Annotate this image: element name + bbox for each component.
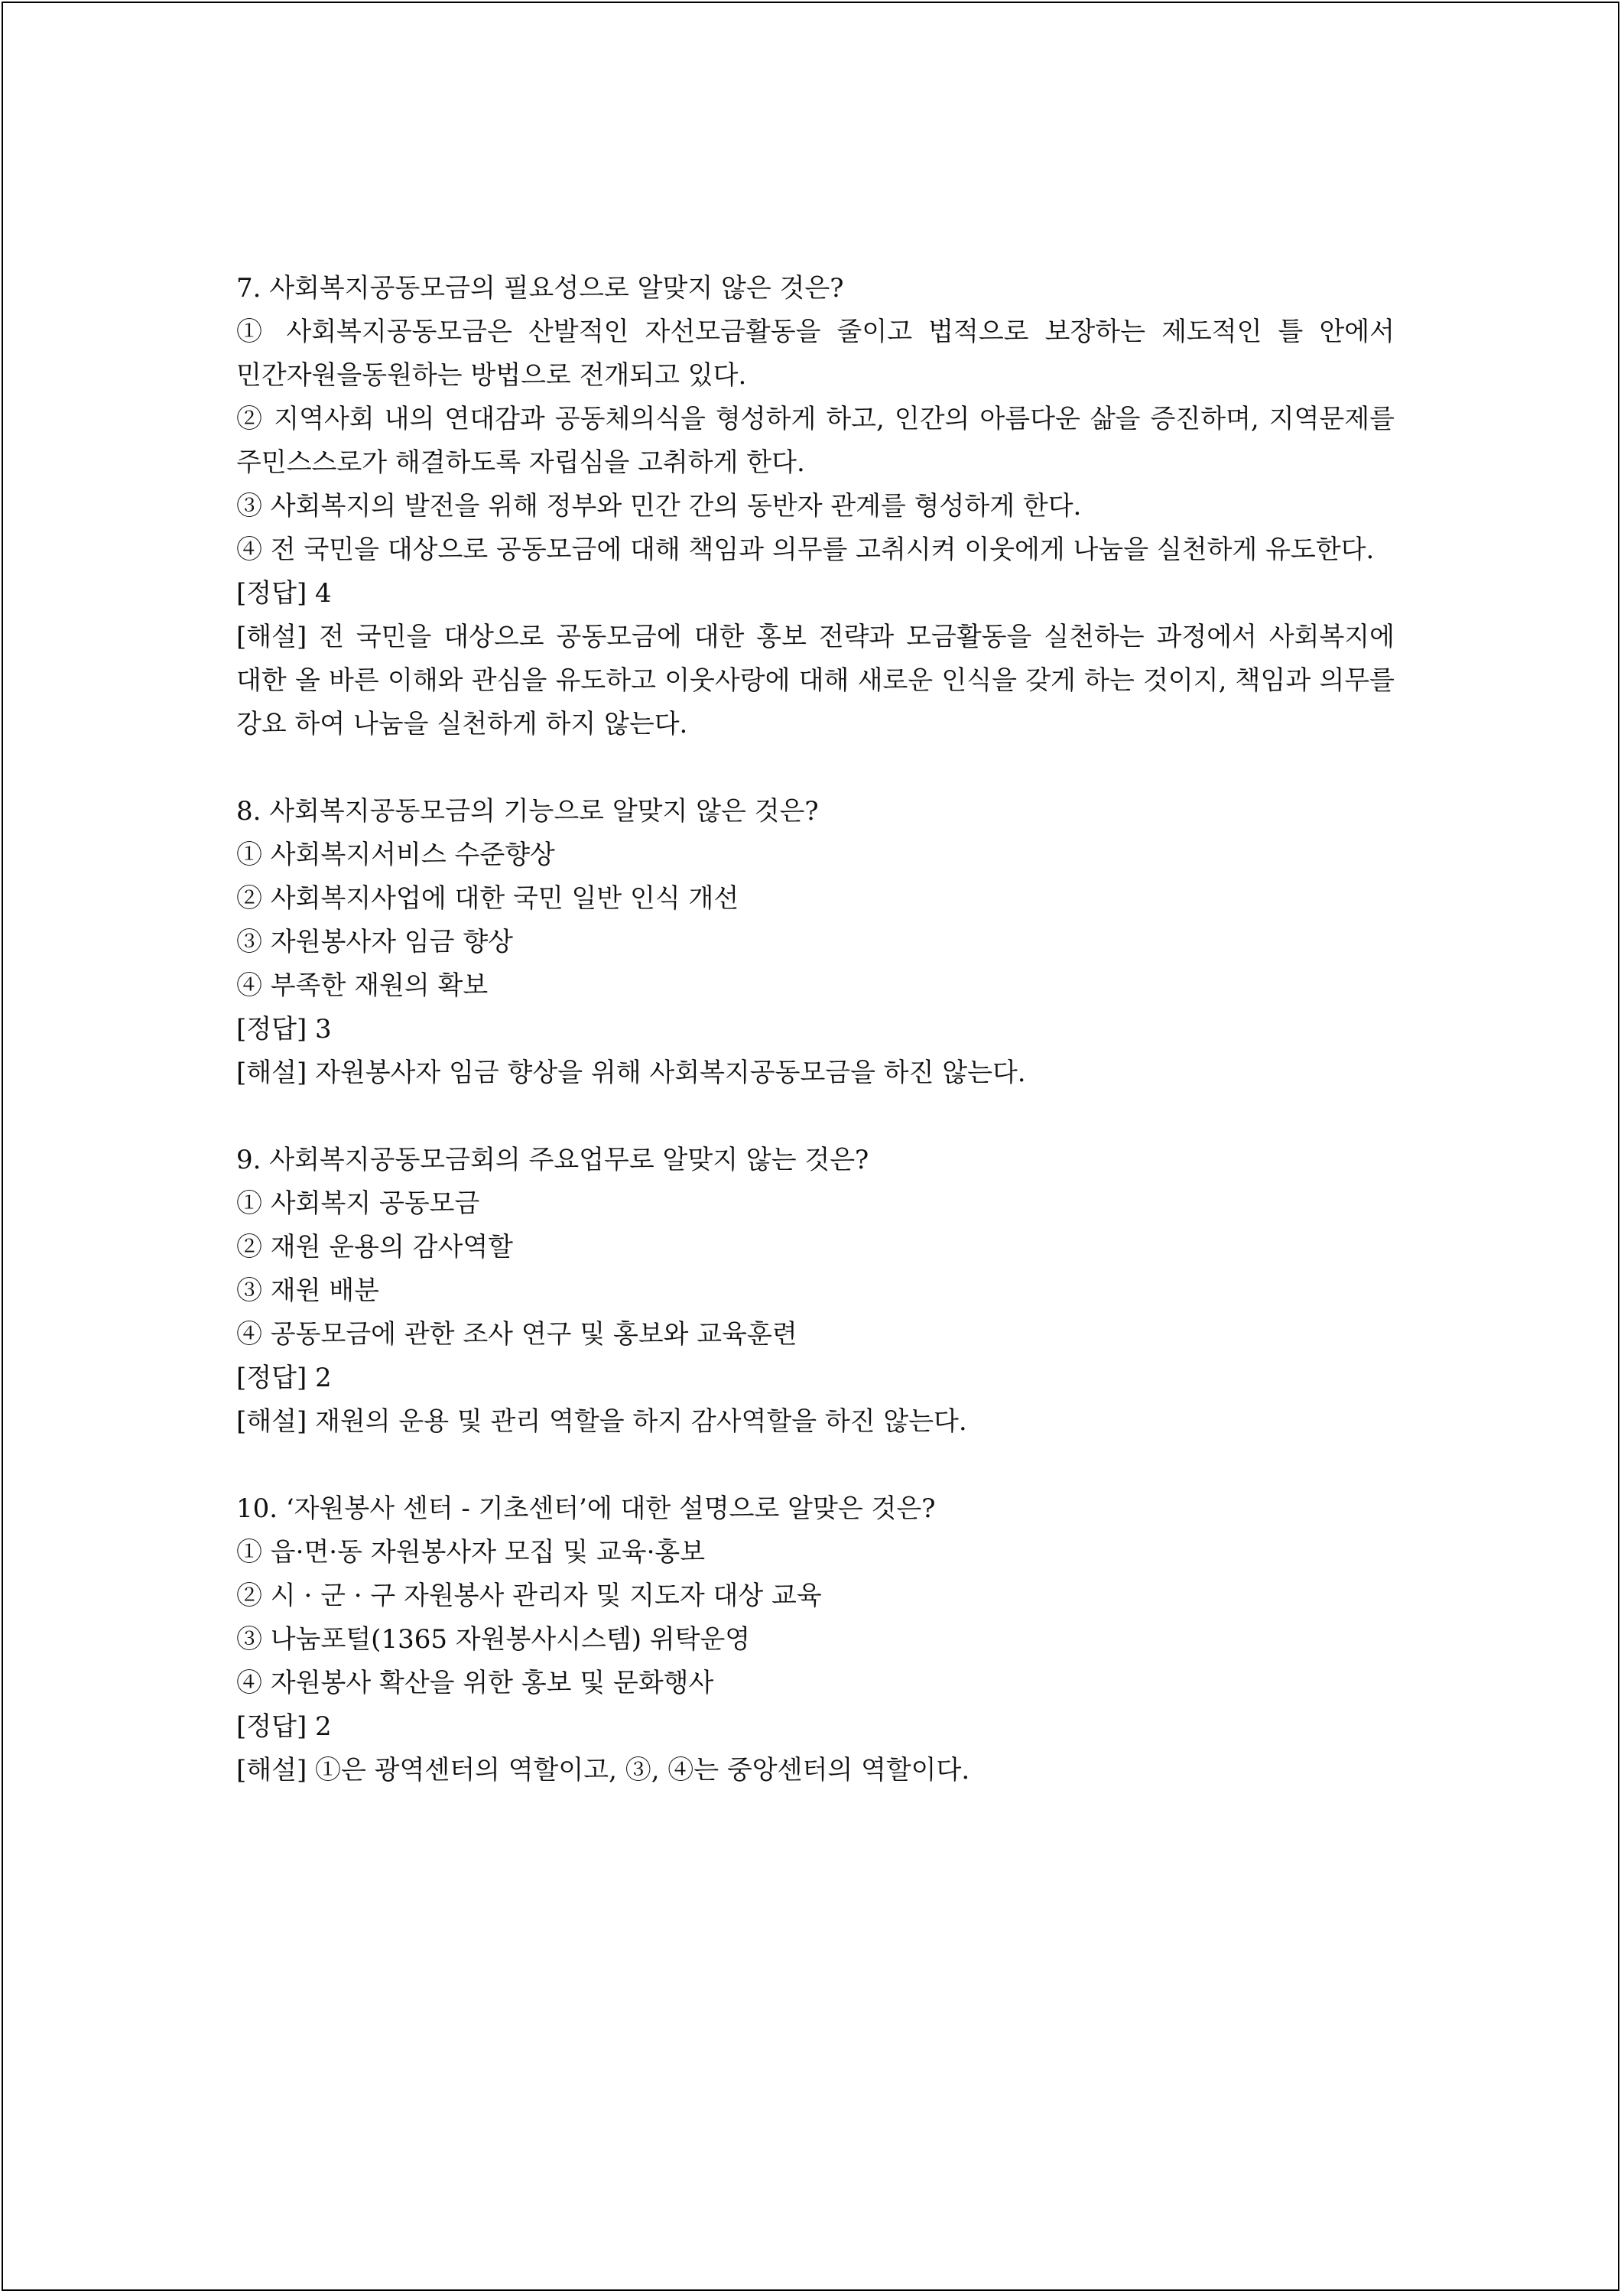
question-title: 10. ‘자원봉사 센터 - 기초센터’에 대한 설명으로 알맞은 것은? <box>236 1493 936 1524</box>
option-3: ③ 사회복지의 발전을 위해 정부와 민간 간의 동반자 관계를 형성하게 한다. <box>236 491 1082 522</box>
option-2: ② 시 · 군 · 구 자원봉사 관리자 및 지도자 대상 교육 <box>236 1581 822 1611</box>
question-9 <box>236 1139 1395 1444</box>
option-1: ① 사회복지공동모금은 산발적인 자선모금활동을 줄이고 법적으로 보장하는 제도적인 틀 안에서 민간자원을동원하는 방법으로 전개되고 있다. <box>236 317 1395 391</box>
option-3: ③ 나눔포털(1365 자원봉사시스템) 위탁운영 <box>236 1624 751 1655</box>
option-2: ② 재원 운용의 감사역할 <box>236 1232 514 1262</box>
option-3: ③ 자원봉사자 임금 향상 <box>236 927 514 957</box>
question-list <box>236 267 1395 1836</box>
question-title: 8. 사회복지공동모금의 기능으로 알맞지 않은 것은? <box>236 796 819 827</box>
option-4: ④ 자원봉사 확산을 위한 홍보 및 문화행사 <box>236 1668 714 1698</box>
answer: [정답] 2 <box>236 1363 332 1393</box>
option-3: ③ 재원 배분 <box>236 1275 379 1306</box>
explanation: [해설] 자원봉사자 임금 향상을 위해 사회복지공동모금을 하진 않는다. <box>236 1058 1026 1088</box>
explanation: [해설] ①은 광역센터의 역할이고, ③, ④는 중앙센터의 역할이다. <box>236 1755 970 1785</box>
question-10 <box>236 1487 1395 1792</box>
explanation: [해설] 재원의 운용 및 관리 역할을 하지 감사역할을 하진 않는다. <box>236 1406 967 1437</box>
option-4: ④ 부족한 재원의 확보 <box>236 970 489 1001</box>
question-8 <box>236 790 1395 1095</box>
document-page <box>2 2 1619 2291</box>
answer: [정답] 4 <box>236 578 332 609</box>
answer: [정답] 2 <box>236 1711 332 1742</box>
option-1: ① 읍·면·동 자원봉사자 모집 및 교육·홍보 <box>236 1537 706 1568</box>
option-2: ② 지역사회 내의 연대감과 공동체의식을 형성하게 하고, 인간의 아름다운 삶을 증진하며, 지역문제를 주민스스로가 해결하도록 자립심을 고취하게 한다. <box>236 404 1395 478</box>
question-title: 7. 사회복지공동모금의 필요성으로 알맞지 않은 것은? <box>236 273 844 304</box>
option-1: ① 사회복지서비스 수준향상 <box>236 840 555 870</box>
answer: [정답] 3 <box>236 1014 332 1045</box>
option-2: ② 사회복지사업에 대한 국민 일반 인식 개선 <box>236 883 739 914</box>
explanation: [해설] 전 국민을 대상으로 공동모금에 대한 홍보 전략과 모금활동을 실천하는 과정에서 사회복지에 대한 올 바른 이해와 관심을 유도하고 이웃사랑에 대해 새로운 인식을 갖게 하는 것이지, 책임과 의무를 강요 하여 나눔을 실천하게 하지 않는다. <box>236 622 1395 739</box>
question-7 <box>236 267 1395 746</box>
option-1: ① 사회복지 공동모금 <box>236 1188 480 1219</box>
option-4: ④ 공동모금에 관한 조사 연구 및 홍보와 교육훈련 <box>236 1319 797 1350</box>
question-title: 9. 사회복지공동모금회의 주요업무로 알맞지 않는 것은? <box>236 1145 869 1175</box>
option-4: ④ 전 국민을 대상으로 공동모금에 대해 책임과 의무를 고취시켜 이웃에게 나눔을 실천하게 유도한다. <box>236 535 1375 565</box>
